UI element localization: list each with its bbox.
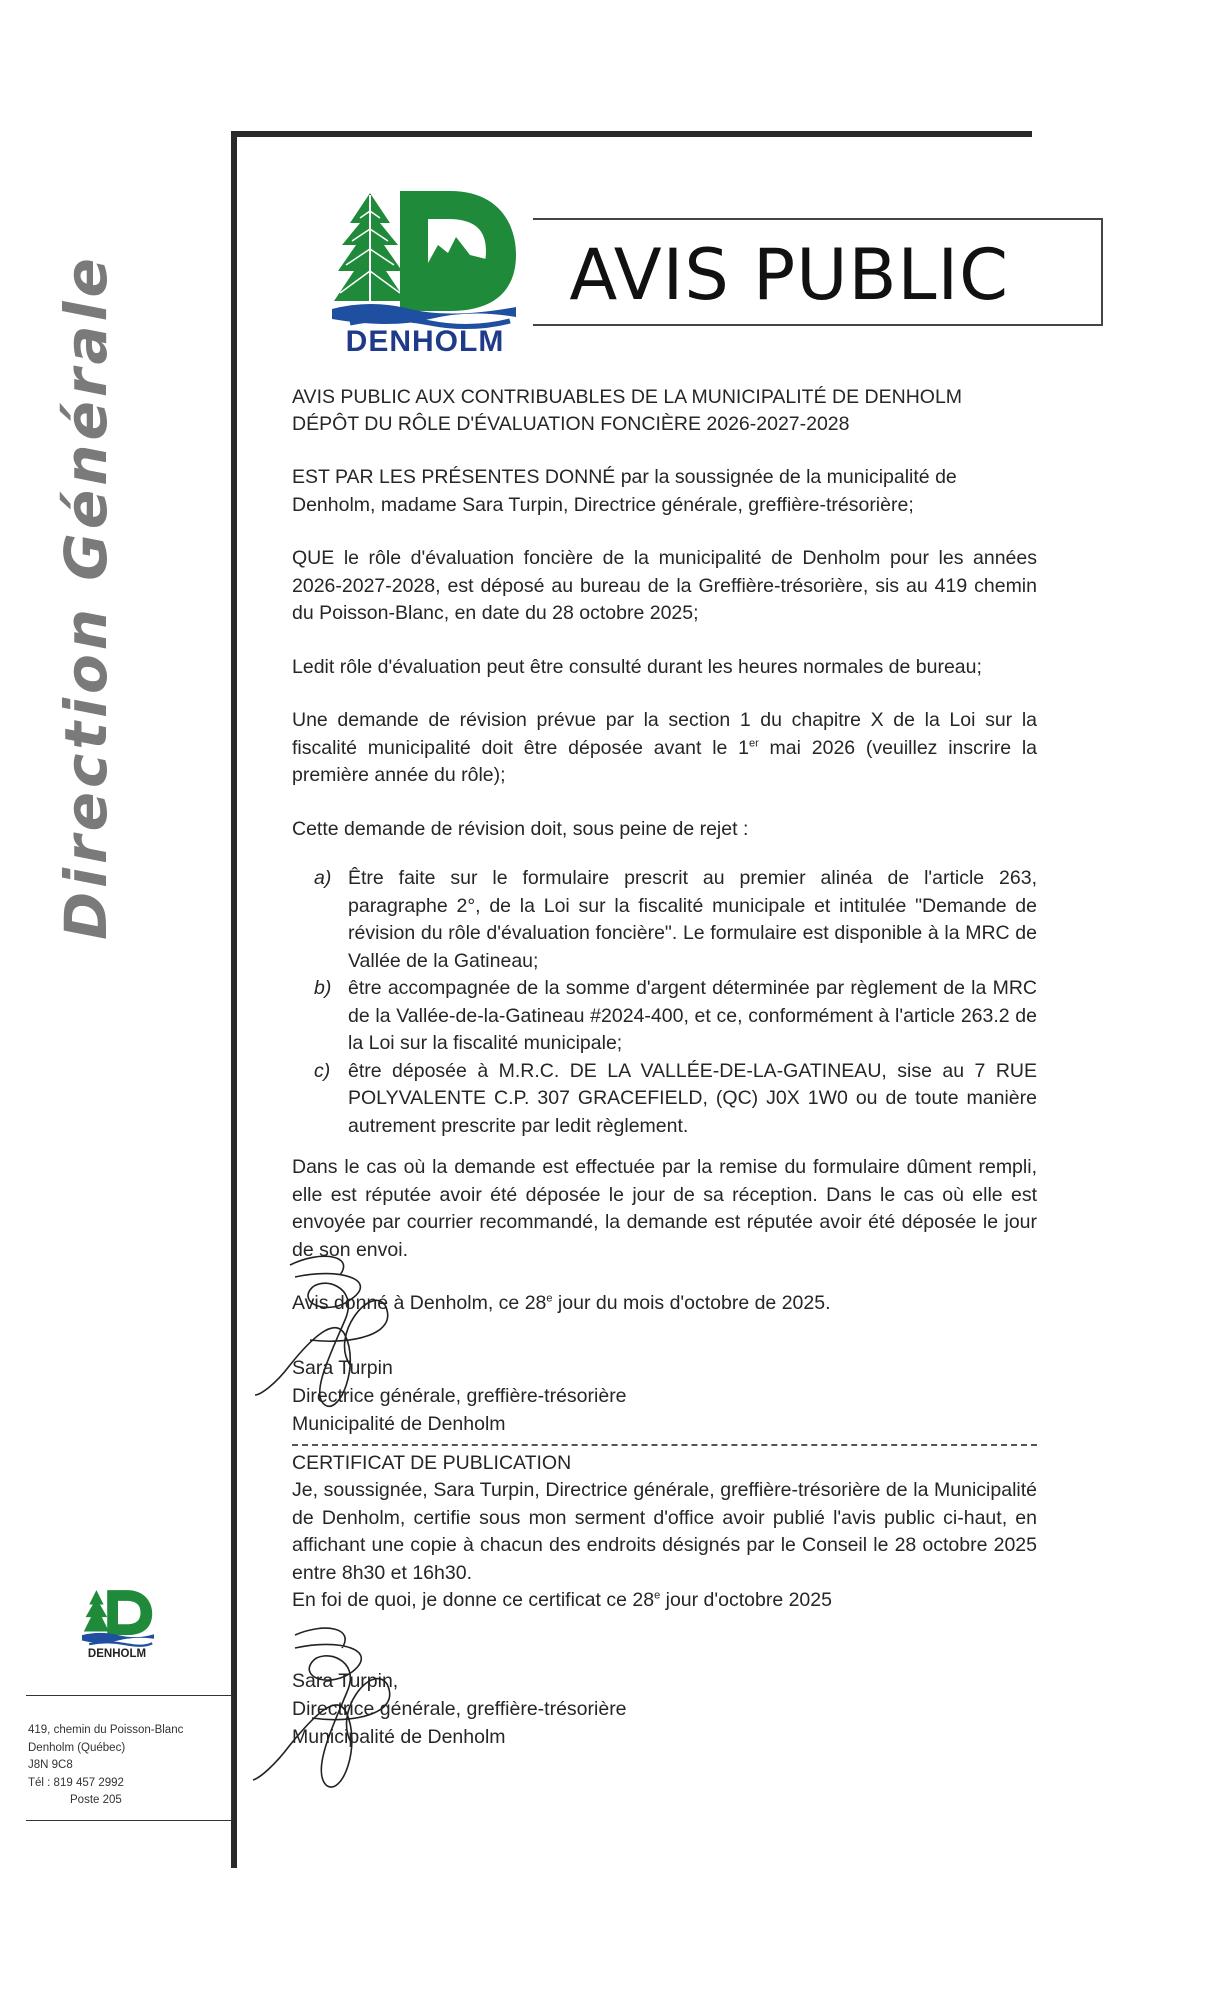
list-letter: a) xyxy=(314,867,332,889)
denholm-logo-small xyxy=(82,1585,154,1651)
given-a: Avis donné à Denholm, ce 28 xyxy=(292,1292,547,1314)
logo-small-wordmark: DENHOLM xyxy=(87,1648,147,1660)
paragraph-4-a: Une demande de révision prévue par la section 1 du chapitre X de la Loi sur la fiscalité municipalité doit être déposée avant le 1 xyxy=(292,709,1037,759)
notice-content xyxy=(292,384,1037,1751)
list-letter: c) xyxy=(314,1059,331,1082)
signatory-2-name: Sara Turpin, xyxy=(292,1669,399,1692)
signatory-2-role: Directrice générale, greffière-trésorière xyxy=(292,1697,627,1720)
signatory-block-1 xyxy=(292,1354,1037,1438)
list-item xyxy=(292,975,1037,1058)
certificate-title: CERTIFICAT DE PUBLICATION xyxy=(292,1451,572,1474)
address-extension: Poste 205 xyxy=(70,1794,122,1806)
address-postal: J8N 9C8 xyxy=(28,1759,73,1771)
tree-icon xyxy=(84,1590,109,1631)
logo-wordmark: DENHOLM xyxy=(345,325,505,358)
paragraph-4 xyxy=(292,707,1037,790)
given-sup: e xyxy=(546,1292,553,1305)
address-city: Denholm (Québec) xyxy=(28,1741,126,1754)
list-text: Être faite sur le formulaire prescrit au premier alinéa de l'article 263, paragraphe 2°, de la Loi sur la fiscalité municipale et intitulée "Demande de révision du rôle d'évaluation foncière". Le formulaire est disponible à la MRC de Vallée de la Gatineau; xyxy=(348,867,1037,972)
faith-b: jour d'octobre 2025 xyxy=(660,1589,832,1611)
side-title: Direction Générale xyxy=(52,254,120,940)
signatory-1-org: Municipalité de Denholm xyxy=(292,1412,506,1435)
list-text: être déposée à M.R.C. DE LA VALLÉE-DE-LA-GATINEAU, sise au 7 RUE POLYVALENTE C.P. 307 GRACEFIELD, (QC) J0X 1W0 ou de toute manière autrement prescrite par ledit règlement. xyxy=(348,1059,1037,1137)
address-street: 419, chemin du Poisson-Blanc xyxy=(28,1724,184,1736)
faith-sup: e xyxy=(654,1589,661,1602)
signatory-2-org: Municipalité de Denholm xyxy=(292,1725,506,1748)
paragraph-1 xyxy=(292,464,1037,519)
paragraph-6: Dans le cas où la demande est effectuée par la remise du formulaire dûment rempli, elle est réputée avoir été déposée le jour de sa réception. Dans le cas où elle est envoyée par courrier recommandé, la demande est réputée avoir été déposée le jour de son envoi. xyxy=(292,1156,1037,1261)
list-item xyxy=(292,865,1037,975)
paragraph-2 xyxy=(292,545,1037,628)
address xyxy=(28,1722,183,1810)
signatory-block-2 xyxy=(292,1667,1037,1751)
paragraph-3: Ledit rôle d'évaluation peut être consulté durant les heures normales de bureau; xyxy=(292,655,982,678)
page-title: AVIS PUBLIC xyxy=(569,234,1009,316)
list-item xyxy=(292,1058,1037,1141)
signatory-1-name: Sara Turpin xyxy=(292,1356,393,1379)
given-line xyxy=(292,1290,1037,1318)
certificate-faith xyxy=(292,1587,1037,1615)
list-text: être accompagnée de la somme d'argent déterminée par règlement de la MRC de la Vallée-de-la-Gatineau #2024-400, et ce, conformément à l'article 263.2 de la Loi sur la fiscalité municipale; xyxy=(348,977,1037,1054)
paragraph-1-lead: EST PAR LES PRÉSENTES DONNÉ xyxy=(292,466,616,488)
address-phone: Tél : 819 457 2992 xyxy=(28,1776,124,1789)
requirements-list xyxy=(292,865,1037,1140)
faith-a: En foi de quoi, je donne ce certificat ce 28 xyxy=(292,1589,655,1611)
paragraph-2-lead: QUE xyxy=(292,547,335,569)
signatory-1-role: Directrice générale, greffière-trésorière xyxy=(292,1384,627,1407)
given-b: jour du mois d'octobre de 2025. xyxy=(552,1292,831,1314)
list-letter: b) xyxy=(314,977,332,999)
paragraph-5: Cette demande de révision doit, sous peine de rejet : xyxy=(292,817,749,840)
paragraph-1-rest: par la soussignée de la municipalité de Denholm, madame Sara Turpin, Directrice générale, greffière-trésorière; xyxy=(292,466,957,516)
heading-line-2: DÉPÔT DU RÔLE D'ÉVALUATION FONCIÈRE 2026-2027-2028 xyxy=(292,413,850,435)
tree-icon xyxy=(334,193,406,301)
title-box xyxy=(533,218,1103,326)
dashed-divider xyxy=(292,1444,1037,1446)
paragraph-4-b: mai 2026 (veuillez inscrire la première année du rôle); xyxy=(292,736,1037,786)
certificate-text: Je, soussignée, Sara Turpin, Directrice générale, greffière-trésorière de la Municipalité de Denholm, certifie sous mon serment d'office avoir publié l'avis public ci-haut, en affichant une copie à chacun des endroits désignés par le Conseil le 28 octobre 2025 entre 8h30 et 16h30. xyxy=(292,1479,1037,1584)
paragraph-4-sup: er xyxy=(749,737,759,749)
paragraph-2-rest: le rôle d'évaluation foncière de la municipalité de Denholm pour les années 2026-2027-2028, est déposé au bureau de la Greffière-trésorière, sis au 419 chemin du Poisson-Blanc, en date du 28 octobre 2025; xyxy=(292,547,1037,624)
frame-top-border xyxy=(231,131,1032,137)
frame-left-border xyxy=(231,133,237,1868)
heading-line-1: AVIS PUBLIC AUX CONTRIBUABLES DE LA MUNICIPALITÉ DE DENHOLM xyxy=(292,386,963,408)
